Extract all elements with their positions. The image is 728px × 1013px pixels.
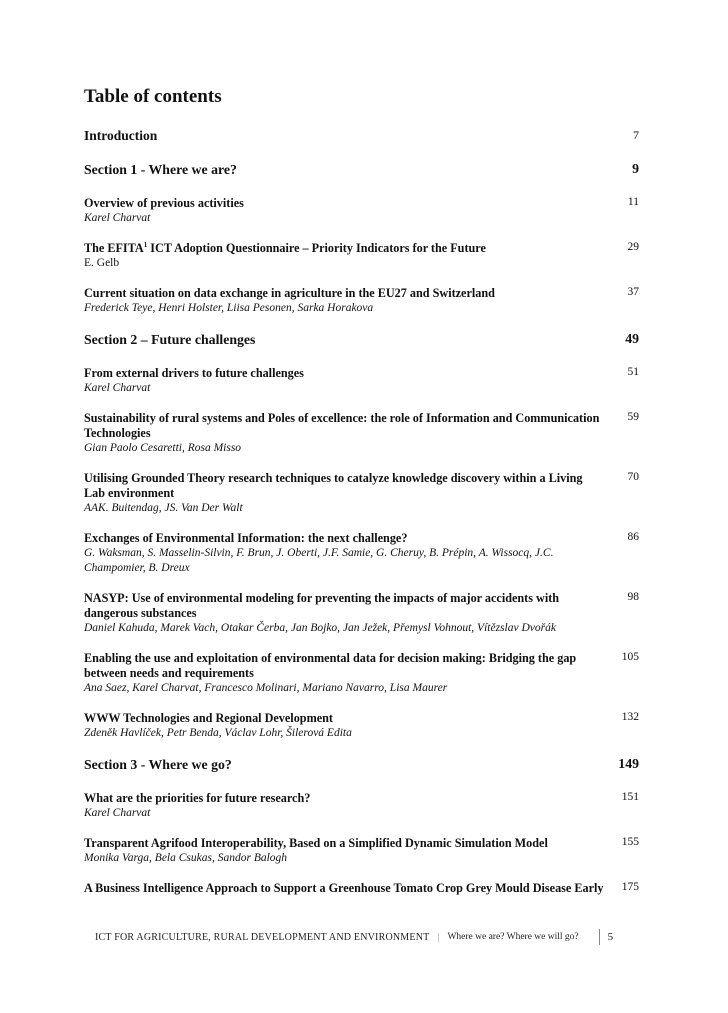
entry-title: NASYP: Use of environmental modeling for preventing the impacts of major accidents with dangerous substances [84,591,560,620]
toc-entry[interactable] [84,411,639,456]
entry-page: 59 [627,411,639,423]
entry-page: 51 [627,366,639,378]
toc-entry[interactable] [84,196,639,226]
footnote-mark[interactable]: 1 [143,240,148,249]
footer-page-number: 5 [607,931,614,943]
entry-page: 37 [627,286,639,298]
section-title: Section 1 - Where we are? [84,162,237,177]
footer-divider: | [437,931,440,943]
entry-authors: Monika Varga, Bela Csukas, Sandor Balogh [84,852,288,864]
entry-page: 175 [621,881,639,893]
entry-title: What are the priorities for future research? [84,791,311,805]
entry-page: 105 [621,651,639,663]
toc-entry[interactable] [84,881,639,896]
toc-entry[interactable] [84,711,639,741]
entry-authors: Gian Paolo Cesaretti, Rosa Misso [84,442,242,454]
section-title: Section 2 – Future challenges [84,332,256,347]
toc-section-2[interactable] [84,331,639,348]
entry-page: 98 [627,591,639,603]
entry-title: Enabling the use and exploitation of environmental data for decision making: Bridging the gap between needs and requirements [84,651,577,680]
section-page: 49 [625,331,639,346]
entry-page: 29 [627,241,639,253]
title-part: ICT Adoption Questionnaire – Priority Indicators for the Future [147,241,486,255]
entry-authors: AAK. Buitendag, JS. Van Der Walt [84,502,243,514]
footer-subtitle: Where we are? Where we will go? [447,932,579,942]
section-title: Section 3 - Where we go? [84,757,232,772]
entry-title: Sustainability of rural systems and Poles of excellence: the role of Information and Communication Technologies [84,411,600,440]
footer-book-title: ICT FOR AGRICULTURE, RURAL DEVELOPMENT AND ENVIRONMENT [95,931,430,943]
toc-section-1[interactable] [84,161,639,178]
toc-entry[interactable] [84,651,639,696]
toc-introduction[interactable] [84,128,639,143]
page-footer [95,929,635,945]
entry-authors: Karel Charvat [84,382,151,394]
toc-entry[interactable] [84,531,639,576]
entry-authors: Ana Saez, Karel Charvat, Francesco Molinari, Mariano Navarro, Lisa Maurer [84,682,448,694]
entry-title: Utilising Grounded Theory research techniques to catalyze knowledge discovery within a Living Lab environment [84,471,583,500]
toc-entry[interactable] [84,241,639,271]
toc-entry[interactable] [84,591,639,636]
entry-title: Current situation on data exchange in agriculture in the EU27 and Switzerland [84,286,495,300]
entry-title: Transparent Agrifood Interoperability, Based on a Simplified Dynamic Simulation Model [84,836,548,850]
entry-page: 86 [627,531,639,543]
entry-title: Exchanges of Environmental Information: the next challenge? [84,531,408,545]
entry-authors: Karel Charvat [84,807,151,819]
entry-authors: E. Gelb [84,257,120,269]
entry-title: WWW Technologies and Regional Development [84,711,333,725]
toc-entry[interactable] [84,471,639,516]
title-part: The EFITA [84,241,144,255]
entry-authors: Zdeněk Havlíček, Petr Benda, Václav Lohr, Šilerová Edita [84,727,352,739]
entry-title: A Business Intelligence Approach to Support a Greenhouse Tomato Crop Grey Mould Disease Early [84,881,604,895]
entry-authors: Frederick Teye, Henri Holster, Liisa Pesonen, Sarka Horakova [84,302,374,314]
toc-entry[interactable] [84,836,639,866]
entry-page: 7 [633,128,639,142]
toc-section-3[interactable] [84,756,639,773]
section-page: 149 [618,756,639,771]
entry-page: 11 [627,196,639,208]
entry-title: Overview of previous activities [84,196,244,210]
entry-page: 132 [621,711,639,723]
entry-authors: Karel Charvat [84,212,151,224]
section-page: 9 [632,161,639,176]
toc-entry[interactable] [84,366,639,396]
entry-authors: G. Waksman, S. Masselin-Silvin, F. Brun, J. Oberti, J.F. Samie, G. Cheruy, B. Prépin, A. Wissocq, J.C. Champomier, B. Dreux [84,547,554,574]
entry-title: Introduction [84,128,158,143]
toc-entry[interactable] [84,791,639,821]
toc-entry[interactable] [84,286,639,316]
entry-authors: Daniel Kahuda, Marek Vach, Otakar Čerba, Jan Bojko, Jan Ježek, Přemysl Vohnout, Vítězslav Dvořák [84,622,556,634]
entry-title [84,241,606,256]
entry-page: 155 [621,836,639,848]
entry-page: 70 [627,471,639,483]
table-of-contents [84,126,639,911]
page-title: Table of contents [84,86,222,107]
entry-page: 151 [621,791,639,803]
entry-title: From external drivers to future challenges [84,366,304,380]
footer-separator [599,929,600,945]
